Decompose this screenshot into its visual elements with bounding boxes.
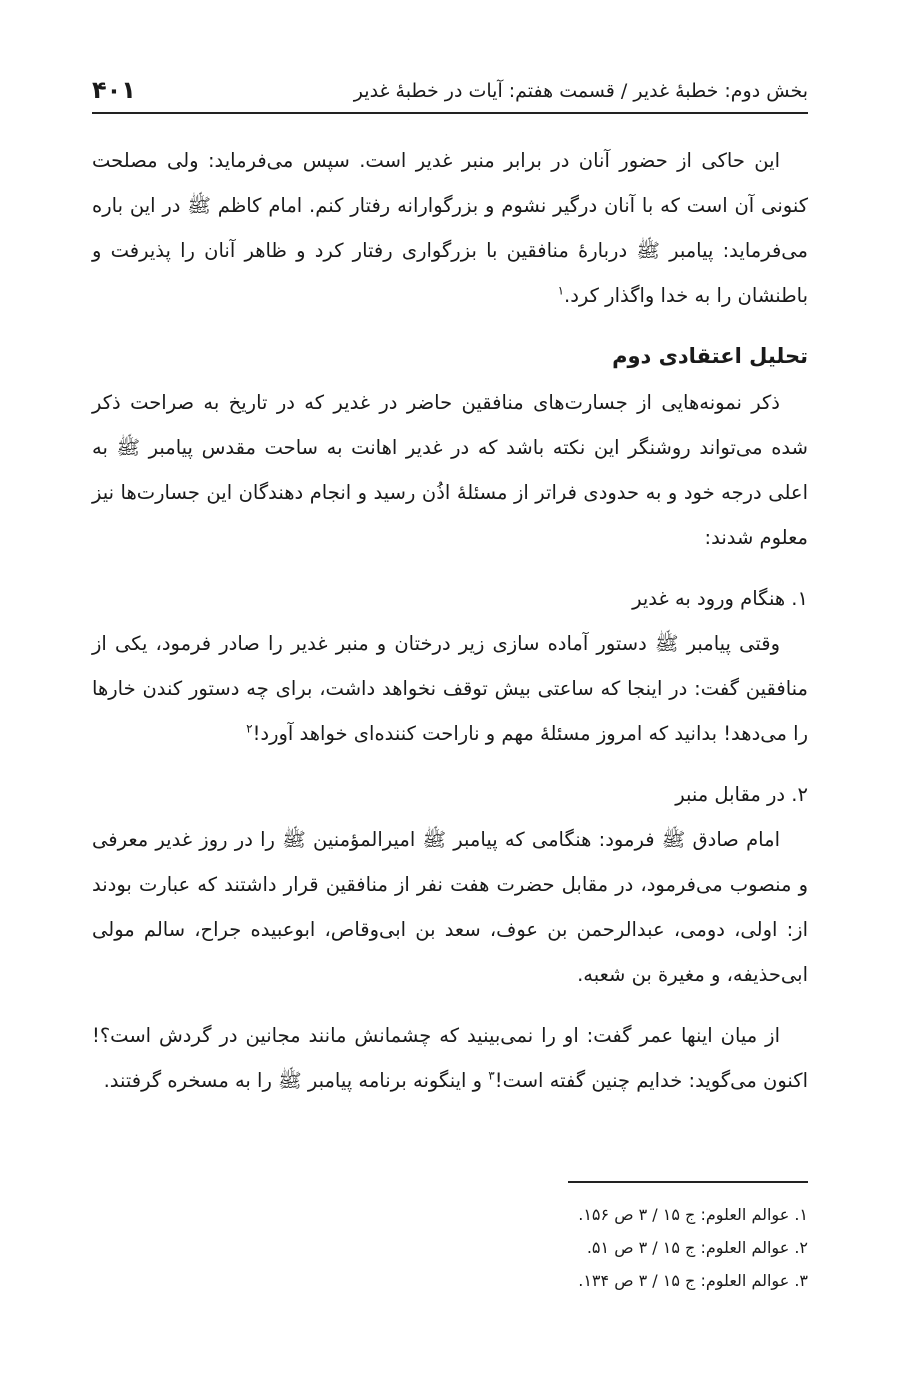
footnote-ref-3: ۳ <box>488 1068 495 1083</box>
item1-heading: ۱. هنگام ورود به غدیر <box>632 587 808 610</box>
item2-text-b-part2: و اینگونه برنامه پیامبر ﷺ را به مسخره گرفتند. <box>103 1069 489 1092</box>
item2-heading: ۲. در مقابل منبر <box>675 783 808 806</box>
footnote: ۱. عوالم العلوم: ج ۱۵ / ۳ ص ۱۵۶. <box>578 1205 808 1224</box>
footnote: ۳. عوالم العلوم: ج ۱۵ / ۳ ص ۱۳۴. <box>578 1271 808 1290</box>
footnote-ref-1: ۱ <box>557 283 565 298</box>
page-number: ۴۰۱ <box>92 76 136 104</box>
footnote-ref-2: ۲ <box>246 721 253 736</box>
item1-paragraph <box>92 621 808 756</box>
section-paragraph: ذکر نمونه‌هایی از جسارت‌های منافقین حاضر در غدیر که در تاریخ به صراحت ذکر شده می‌تواند روشنگر این نکته باشد که در غدیر اهانت به ساحت مقدس پیامبر ﷺ به اعلی درجه خود و به حدودی فراتر از مسئلهٔ اذُن رسید و انجام دهندگان این جسارت‌ها نیز معلوم شدند: <box>92 391 808 549</box>
main-text <box>92 138 808 1103</box>
header-title: بخش دوم: خطبهٔ غدیر / قسمت هفتم: آیات در خطبهٔ غدیر <box>353 80 808 102</box>
running-header <box>92 68 808 114</box>
section-heading: تحلیل اعتقادی دوم <box>612 344 808 368</box>
footnote: ۲. عوالم العلوم: ج ۱۵ / ۳ ص ۵۱. <box>586 1238 808 1257</box>
item2-text-b-part1: از میان اینها عمر گفت: او را نمی‌بینید که چشمانش مانند مجانین در گردش است؟! اکنون می‌گوید: خدایم چنین گفته است! <box>92 1024 808 1092</box>
item2-paragraph: امام صادق ﷺ فرمود: هنگامی که پیامبر ﷺ امیرالمؤمنین ﷺ را در روز غدیر معرفی و منصوب می‌فرمود، در مقابل حضرت هفت نفر از منافقین قرار داشتند که عبارت بودند از: اولی، دومی، عبدالرحمن بن عوف، سعد بن ابی‌وقاص، ابوعبیده جراح، سالم مولی ابی‌حذیفه، و مغیرة بن شعبه. <box>92 828 808 986</box>
paragraph-gap <box>92 997 808 1013</box>
footnote-separator <box>568 1181 808 1183</box>
item1-text: وقتی پیامبر ﷺ دستور آماده سازی زیر درختان و منبر غدیر را صادر فرمود، یکی از منافقین گفت: در اینجا که ساعتی بیش توقف نخواهد داشت، برای چه دستور کندن خارها را می‌دهد! بدانید که امروز مسئلهٔ مهم و ناراحت کننده‌ای خواهد آورد! <box>92 632 808 745</box>
item2-paragraph-b <box>92 1013 808 1103</box>
footnotes <box>92 1198 808 1297</box>
intro-text: این حاکی از حضور آنان در برابر منبر غدیر است. سپس می‌فرماید: ولی مصلحت کنونی آن است که با آنان درگیر نشوم و بزرگوارانه رفتار کنم. امام کاظم ﷺ در این باره می‌فرماید: پیامبر ﷺ دربارهٔ منافقین با بزرگواری رفتار کرد و ظاهر آنان را پذیرفت و باطنشان را به خدا واگذار کرد. <box>92 149 808 307</box>
intro-paragraph <box>92 138 808 318</box>
